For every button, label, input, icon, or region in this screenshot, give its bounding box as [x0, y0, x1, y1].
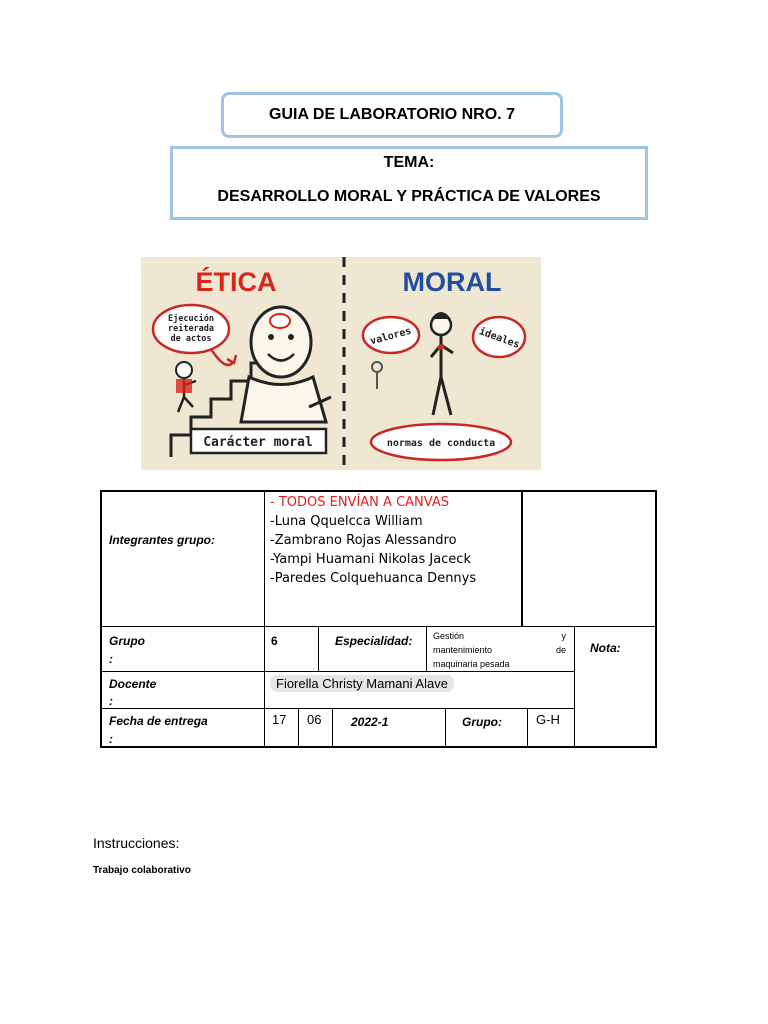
bubble-left-line-1: Ejecución — [167, 314, 215, 324]
member-3: -Yampi Huamani Nikolas Jaceck — [270, 552, 471, 567]
ideals-bubble-text: ideales — [477, 326, 521, 351]
specialty-word-2: y — [561, 631, 566, 641]
arrow-icon — [211, 349, 233, 365]
table-col-divider-period — [445, 708, 446, 748]
table-col-divider-group — [318, 626, 319, 671]
teacher-label: Docente — [109, 677, 157, 691]
ethics-moral-illustration — [141, 257, 541, 470]
table-col-divider-top-right — [521, 490, 523, 627]
specialty-word-5: maquinaria pesada — [433, 659, 510, 669]
banner-text: Carácter moral — [203, 435, 313, 450]
date-period: 2022-1 — [351, 715, 389, 729]
specialty-value — [433, 629, 566, 671]
bubble-left-line-2: reiterada — [167, 324, 215, 334]
table-col-divider-group2 — [527, 708, 528, 748]
topic-box — [170, 146, 648, 220]
grade-label: Nota: — [590, 641, 621, 655]
group2-value: G-H — [536, 712, 560, 727]
members-note: - TODOS ENVÍAN A CANVAS — [270, 495, 449, 510]
etica-title: ÉTICA — [195, 267, 277, 297]
teacher-value: Fiorella Christy Mamani Alave — [270, 675, 454, 692]
group-value: 6 — [271, 634, 278, 648]
woman-hair-icon — [431, 312, 451, 319]
table-col-divider-1 — [264, 490, 265, 748]
member-4: -Paredes Colquehuanca Dennys — [270, 571, 477, 586]
table-col-divider-grade — [574, 626, 575, 748]
specialty-label: Especialidad: — [335, 634, 413, 648]
lab-guide-title: GUIA DE LABORATORIO NRO. 7 — [269, 106, 515, 123]
group2-label: Grupo: — [462, 715, 502, 729]
date-label: Fecha de entrega — [109, 714, 208, 728]
date-colon: : — [109, 732, 113, 746]
specialty-word-3: mantenimiento — [433, 645, 493, 655]
brain-icon — [270, 314, 290, 328]
members-label: Integrantes grupo: — [109, 533, 216, 547]
table-border-top — [100, 490, 657, 492]
big-person-body-icon — [241, 377, 326, 422]
topic-label: TEMA: — [383, 154, 435, 171]
date-day: 17 — [272, 712, 287, 727]
instructions-title: Instrucciones: — [93, 835, 180, 851]
date-month: 06 — [307, 712, 322, 727]
teacher-value-cell — [270, 676, 454, 691]
small-person-shirt-icon — [176, 379, 192, 393]
member-1: -Luna Qquelcca William — [270, 514, 423, 529]
tiny-person-icon — [372, 362, 382, 372]
group-info-table — [100, 490, 657, 748]
moral-title: MORAL — [402, 267, 502, 297]
members-list — [270, 493, 476, 588]
teacher-colon: : — [109, 694, 113, 708]
table-row-divider-2 — [100, 671, 574, 672]
group-colon: : — [109, 652, 113, 666]
values-bubble-text: valores — [369, 325, 413, 348]
table-col-divider-specialty — [426, 626, 427, 671]
bubble-left-line-3: de actos — [170, 334, 212, 344]
small-person-head-icon — [176, 362, 192, 378]
group-label: Grupo — [109, 634, 145, 648]
specialty-word-4: de — [555, 645, 566, 655]
illustration-svg — [141, 257, 541, 470]
norms-bubble-text: normas de conducta — [386, 438, 496, 449]
member-2: -Zambrano Rojas Alessandro — [270, 533, 457, 548]
table-border-left — [100, 490, 102, 748]
eye-left-icon — [268, 334, 274, 340]
topic-value: DESARROLLO MORAL Y PRÁCTICA DE VALORES — [217, 188, 601, 205]
table-row-divider-3 — [100, 708, 574, 709]
eye-right-icon — [288, 334, 294, 340]
table-border-right — [655, 490, 657, 748]
table-col-divider-day — [298, 708, 299, 748]
table-col-divider-month — [332, 708, 333, 748]
arrow-head-icon — [227, 355, 236, 363]
specialty-word-1: Gestión — [433, 631, 465, 641]
instructions-subtitle: Trabajo colaborativo — [93, 865, 191, 876]
lab-guide-title-box — [221, 92, 563, 138]
